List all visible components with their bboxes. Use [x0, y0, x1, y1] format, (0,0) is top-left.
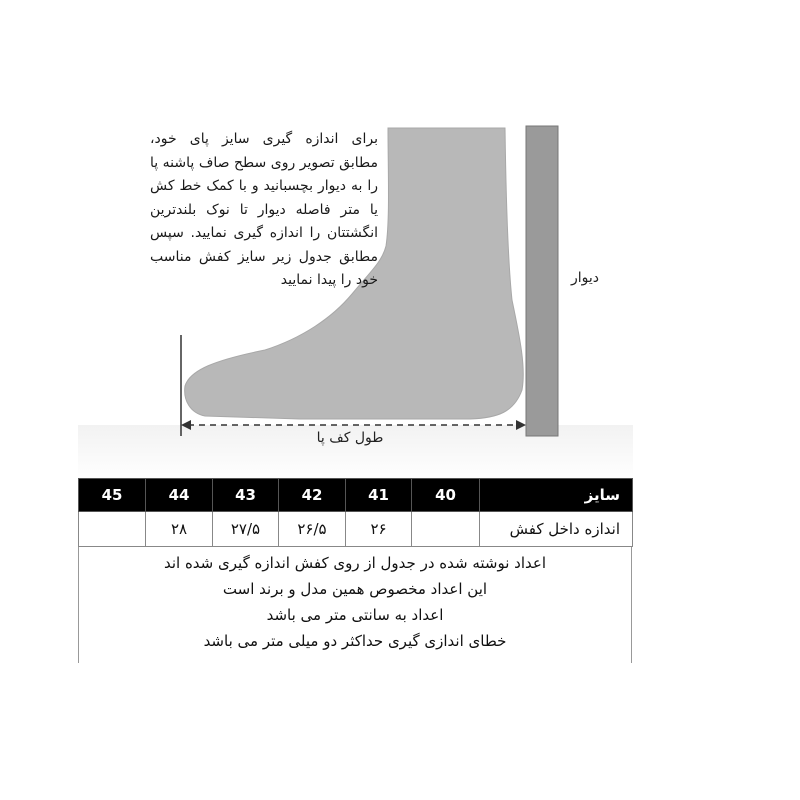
size-cell: 44	[146, 479, 213, 512]
size-header-label: سایز	[480, 479, 633, 512]
wall-label: دیوار	[570, 270, 599, 286]
note-line: اعداد به سانتی متر می باشد	[266, 606, 444, 624]
size-cell: 41	[346, 479, 412, 512]
size-cell: 40	[412, 479, 480, 512]
size-cell: 43	[213, 479, 279, 512]
wall-block	[526, 126, 558, 436]
measurement-instructions: برای اندازه گیری سایز پای خود، مطابق تصویر روی سطح صاف پاشنه پا را به دیوار بچسبانید و با کمک خط کش یا متر فاصله دیوار تا نوک بلندترین انگشتتان را اندازه گیری نمایید. سپس مطابق جدول زیر سایز کفش مناسب خود را پیدا نمایید	[150, 131, 378, 288]
length-cell: ۲۶	[346, 512, 412, 547]
length-cell	[412, 512, 480, 547]
size-cell: 45	[79, 479, 146, 512]
size-cell: 42	[279, 479, 346, 512]
length-cell: ۲۶/۵	[279, 512, 346, 547]
foot-length-label: طول کف پا	[316, 430, 384, 446]
notes-box	[78, 547, 632, 663]
table-header-row	[79, 479, 633, 512]
note-line: اعداد نوشته شده در جدول از روی کفش اندازه گیری شده اند	[163, 554, 547, 572]
inner-length-label: اندازه داخل کفش	[480, 512, 633, 547]
length-cell	[79, 512, 146, 547]
note-line: خطای اندازی گیری حداکثر دو میلی متر می باشد	[203, 632, 507, 650]
length-cell: ۲۸	[146, 512, 213, 547]
note-line: این اعداد مخصوص همین مدل و برند است	[222, 580, 488, 598]
table-row	[79, 512, 633, 547]
size-table	[78, 478, 633, 547]
length-cell: ۲۷/۵	[213, 512, 279, 547]
